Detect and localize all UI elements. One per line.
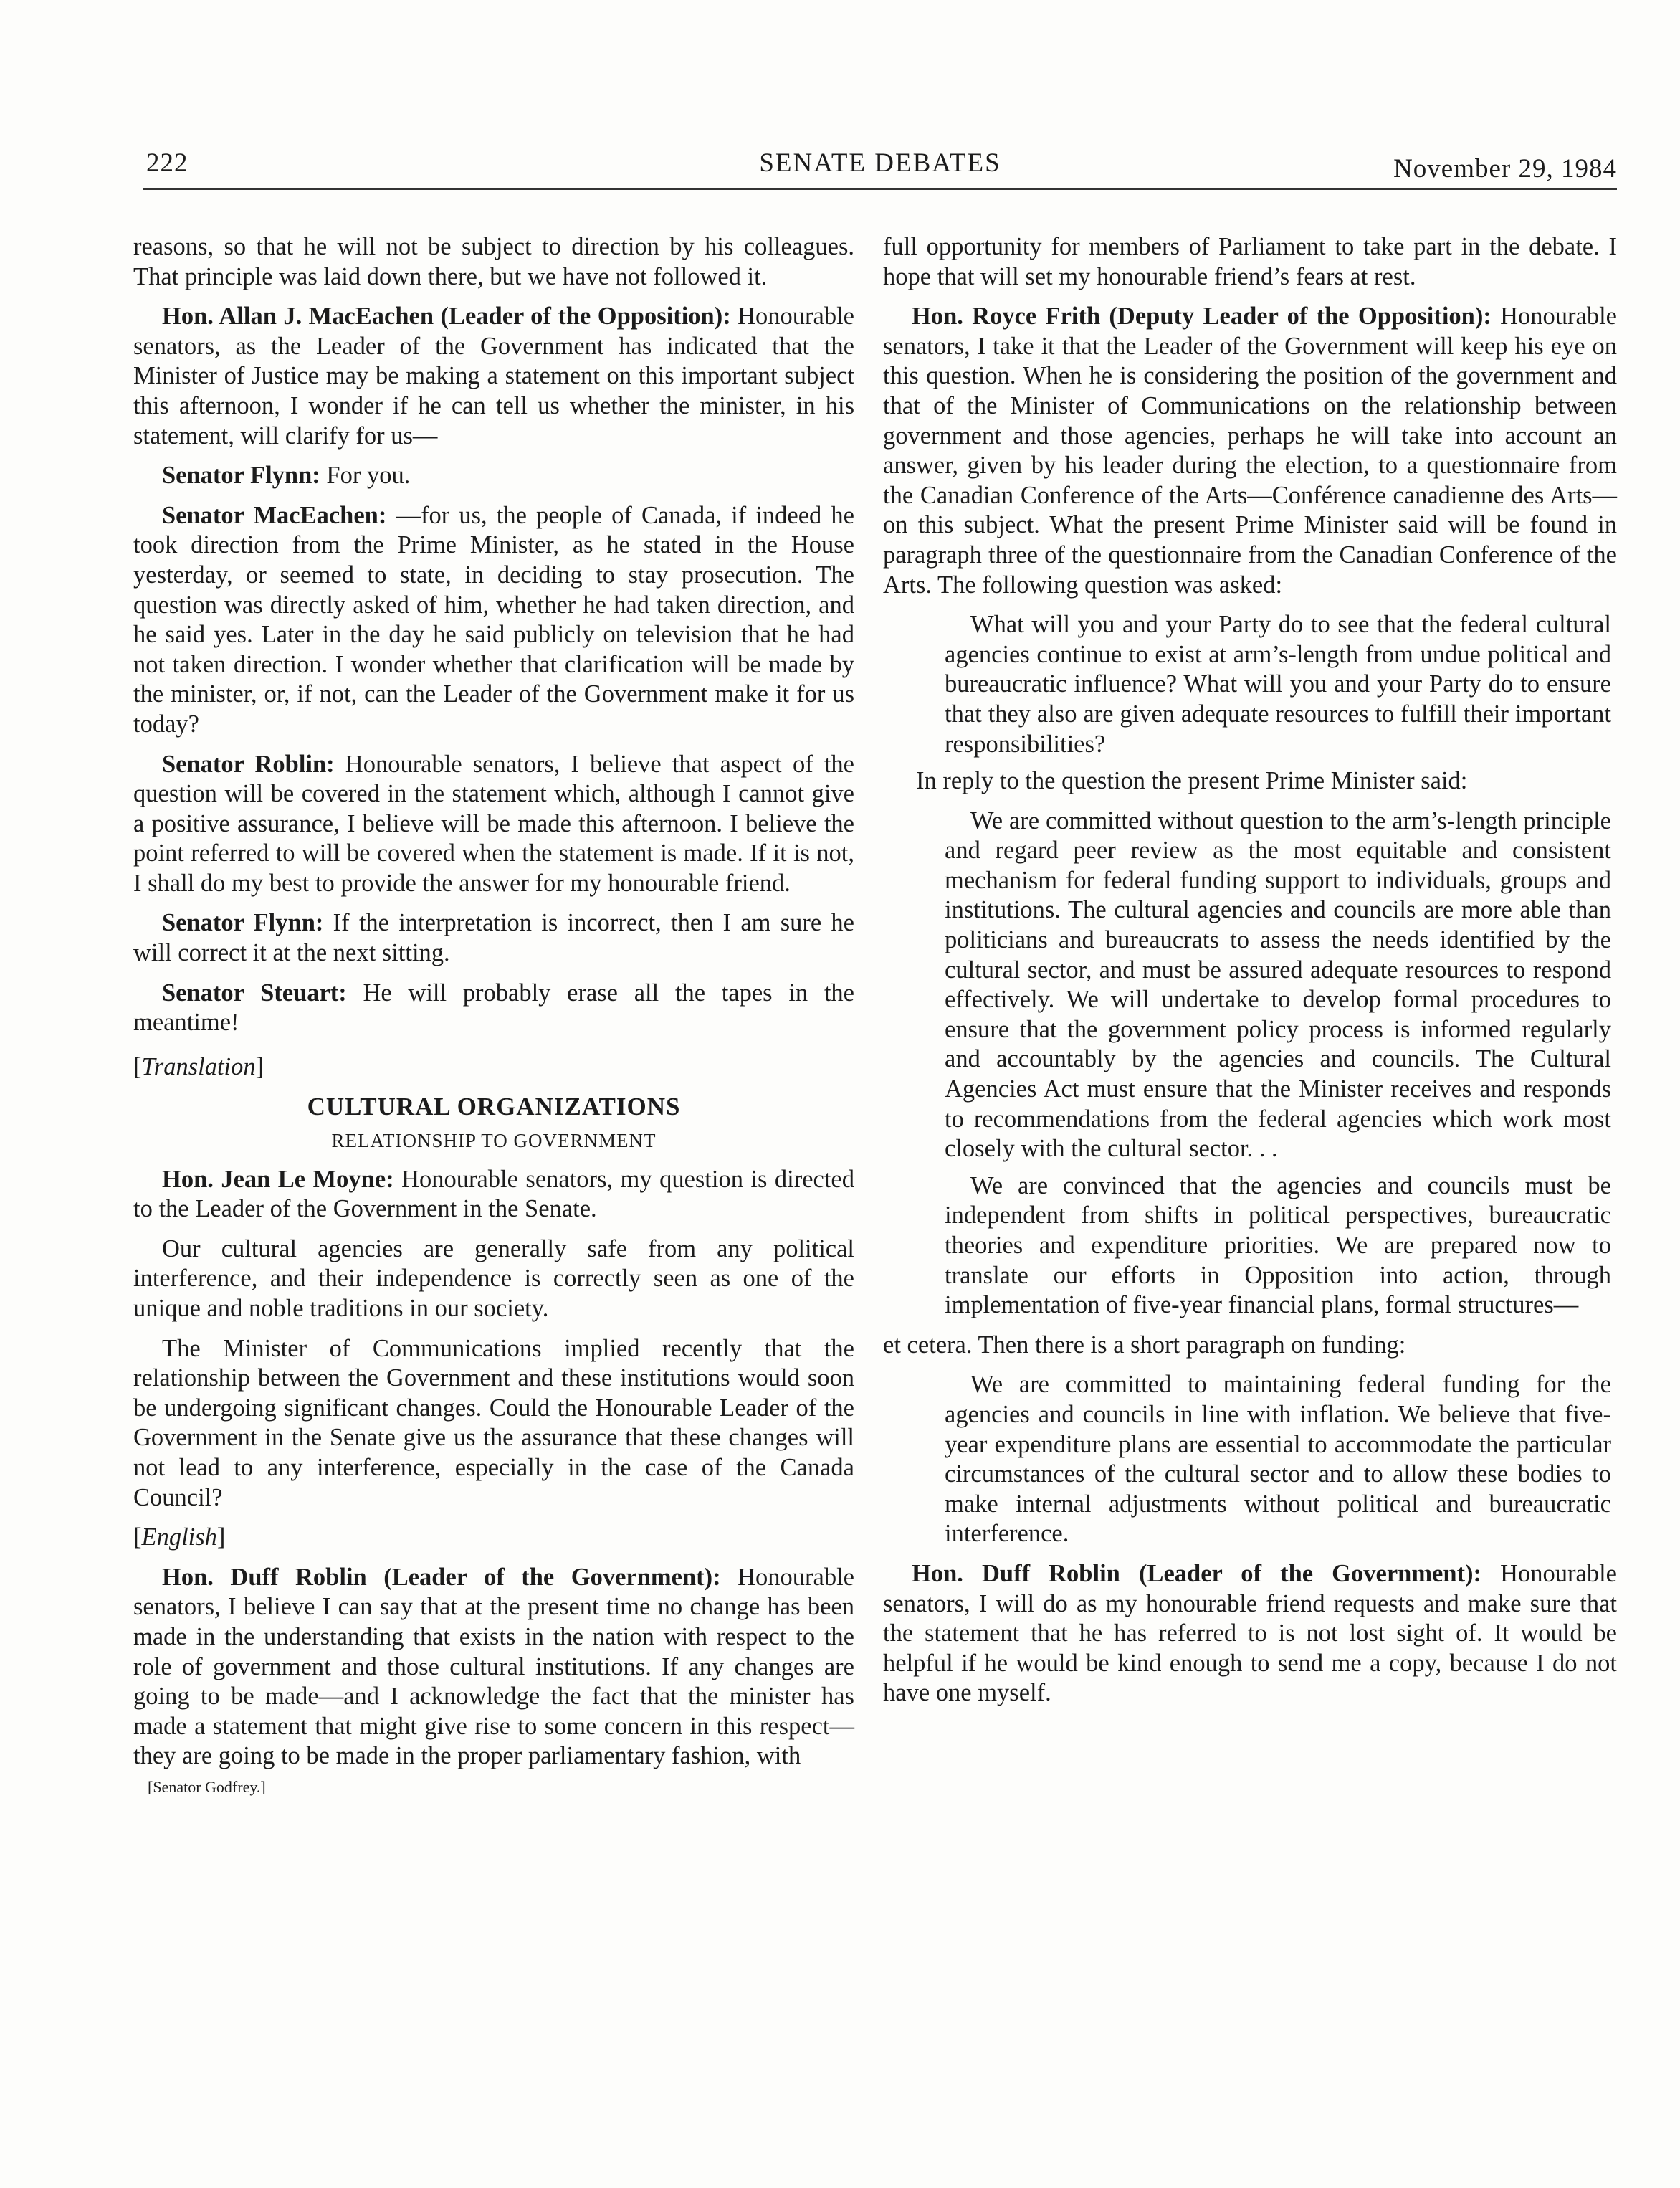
speech-text: Honourable senators, I believe I can say that at the present time no change has been made in the understanding that exists in the nation with respect to the role of government and those cultural institutions. If any changes are going to be made—and I acknowledge the fact that the minister has made a statement that might give rise to some concern in this respect—they are going to be made in the proper parliamentary fashion, with	[133, 1563, 854, 1770]
paragraph	[133, 302, 854, 451]
paragraph	[133, 461, 854, 491]
paragraph: et cetera. Then there is a short paragraph on funding:	[883, 1331, 1406, 1359]
block-quote: We are committed without question to the arm’s-length principle and regard peer review as the most equitable and consistent mechanism for federal funding support to individuals, groups and institutions. The cultural agencies and councils are more able than politicians and bureaucrats to assess the needs identified by the cultural sector, and must be assured adequate resources to respond effectively. We will undertake to develop formal procedures to ensure that the government policy process is informed regularly and accountably by the agencies and councils. The Cultural Agencies Act must ensure that the Minister receives and responds to recommendations from the federal agencies which work most closely with the cultural sector. . .	[945, 807, 1611, 1163]
paragraph: In reply to the question the present Prime Minister said:	[916, 767, 1468, 795]
paragraph	[133, 750, 854, 899]
speech-text: —for us, the people of Canada, if indeed he took direction from the Prime Minister, as he stated in the House yesterday, or seemed to state, in deciding to stay prosecution. The question was directly asked of him, whether he had taken direction, and he said yes. Later in the day he said publicly on television that he had not taken direction. I wonder whether that clarification will be made by the minister, or, if not, can the Leader of the Government make it for us today?	[133, 501, 854, 738]
section-heading: CULTURAL ORGANIZATIONS	[307, 1093, 681, 1121]
language-tag-text: Translation	[141, 1052, 256, 1080]
language-tag: [English]	[133, 1523, 226, 1551]
page-header	[143, 148, 1617, 190]
speech-text: If the interpretation is incorrect, then I am sure he will correct it at the next sitting.	[133, 909, 854, 967]
right-column	[883, 232, 1617, 1718]
speech-text: Honourable senators, I believe that aspect of the question will be covered in the statement which, although I cannot give a positive assurance, I believe will be made this afternoon. I believe the point referred to will be covered when the statement is made. If it is not, I shall do my best to provide the answer for my honourable friend.	[133, 750, 854, 897]
paragraph	[883, 302, 1617, 600]
page-number: 222	[146, 148, 188, 178]
paragraph	[133, 501, 854, 740]
paragraph: The Minister of Communications implied recently that the relationship between the Government and these institutions would soon be undergoing significant changes. Could the Honourable Leader of the Government in the Senate give us the assurance that these changes will not lead to any interference, especially in the case of the Canada Council?	[133, 1334, 854, 1511]
block-quote: We are convinced that the agencies and councils must be independent from shifts in political perspectives, bureaucratic theories and expenditure priorities. We are prepared now to translate our efforts in Opposition into action, through implementation of five-year financial plans, formal structures—	[945, 1171, 1611, 1319]
left-column	[133, 232, 854, 1797]
block-quote: What will you and your Party do to see that the federal cultural agencies continue to exist at arm’s-length from undue political and bureaucratic influence? What will you and your Party do to ensure that they also are given adequate resources to fulfill their important responsibilities?	[945, 611, 1611, 758]
paragraph	[133, 1563, 854, 1771]
speaker-name: Senator Roblin:	[162, 750, 335, 778]
publication-date: November 29, 1984	[1393, 154, 1617, 184]
block-quote: We are committed to maintaining federal funding for the agencies and councils in line with inflation. We believe that five-year expenditure plans are essential to accommodate the particular circumstances of the cultural sector and to allow these bodies to make internal adjustments without political and bureaucratic interference.	[945, 1371, 1611, 1548]
speaker-name: Hon. Allan J. MacEachen (Leader of the Opposition):	[162, 303, 731, 330]
speaker-name: Hon. Duff Roblin (Leader of the Government):	[162, 1563, 721, 1591]
speaker-name: Senator Flynn:	[162, 909, 324, 937]
publication-title: SENATE DEBATES	[759, 148, 1001, 178]
speech-text: He will probably erase all the tapes in the meantime!	[133, 979, 854, 1037]
speaker-name: Hon. Duff Roblin (Leader of the Government):	[912, 1559, 1482, 1587]
paragraph: Our cultural agencies are generally safe from any political interference, and their independence is correctly seen as one of the unique and noble traditions in our society.	[133, 1235, 854, 1322]
speech-text: Honourable senators, my question is directed to the Leader of the Government in the Senate.	[133, 1165, 854, 1223]
paragraph	[883, 1559, 1617, 1708]
speech-text: Honourable senators, I will do as my honourable friend requests and make sure that the statement that he has referred to is not lost sight of. It would be helpful if he would be kind enough to send me a copy, because I do not have one myself.	[883, 1559, 1617, 1707]
language-tag-text: English	[141, 1523, 217, 1551]
paragraph	[133, 1165, 854, 1224]
language-tag: [Translation]	[133, 1052, 264, 1080]
paragraph	[133, 979, 854, 1038]
speech-text: Honourable senators, as the Leader of the Government has indicated that the Minister of Justice may be making a statement on this important subject this afternoon, I wonder if he can tell us whether the minister, in his statement, will clarify for us—	[133, 303, 854, 450]
footnote: [Senator Godfrey.]	[148, 1777, 266, 1796]
speaker-name: Hon. Jean Le Moyne:	[162, 1165, 394, 1193]
speaker-name: Senator Flynn:	[162, 462, 320, 490]
paragraph: full opportunity for members of Parliament to take part in the debate. I hope that will set my honourable friend’s fears at rest.	[883, 233, 1617, 290]
speech-text: Honourable senators, I take it that the Leader of the Government will keep his eye on this question. When he is considering the position of the government and that of the Minister of Communications on the relationship between government and those agencies, perhaps he will take into account an answer, given by his leader during the election, to a questionnaire from the Canadian Conference of the Arts—Conférence canadienne des Arts—on this subject. What the present Prime Minister said will be found in paragraph three of the questionnaire from the Canadian Conference of the Arts. The following question was asked:	[883, 303, 1617, 599]
paragraph	[133, 908, 854, 968]
speaker-name: Hon. Royce Frith (Deputy Leader of the Opposition):	[912, 303, 1492, 330]
speech-text: For you.	[320, 462, 411, 490]
speaker-name: Senator Steuart:	[162, 979, 347, 1007]
section-subheading: RELATIONSHIP TO GOVERNMENT	[331, 1130, 657, 1152]
paragraph: reasons, so that he will not be subject to direction by his colleagues. That principle was laid down there, but we have not followed it.	[133, 233, 854, 290]
speaker-name: Senator MacEachen:	[162, 501, 387, 529]
